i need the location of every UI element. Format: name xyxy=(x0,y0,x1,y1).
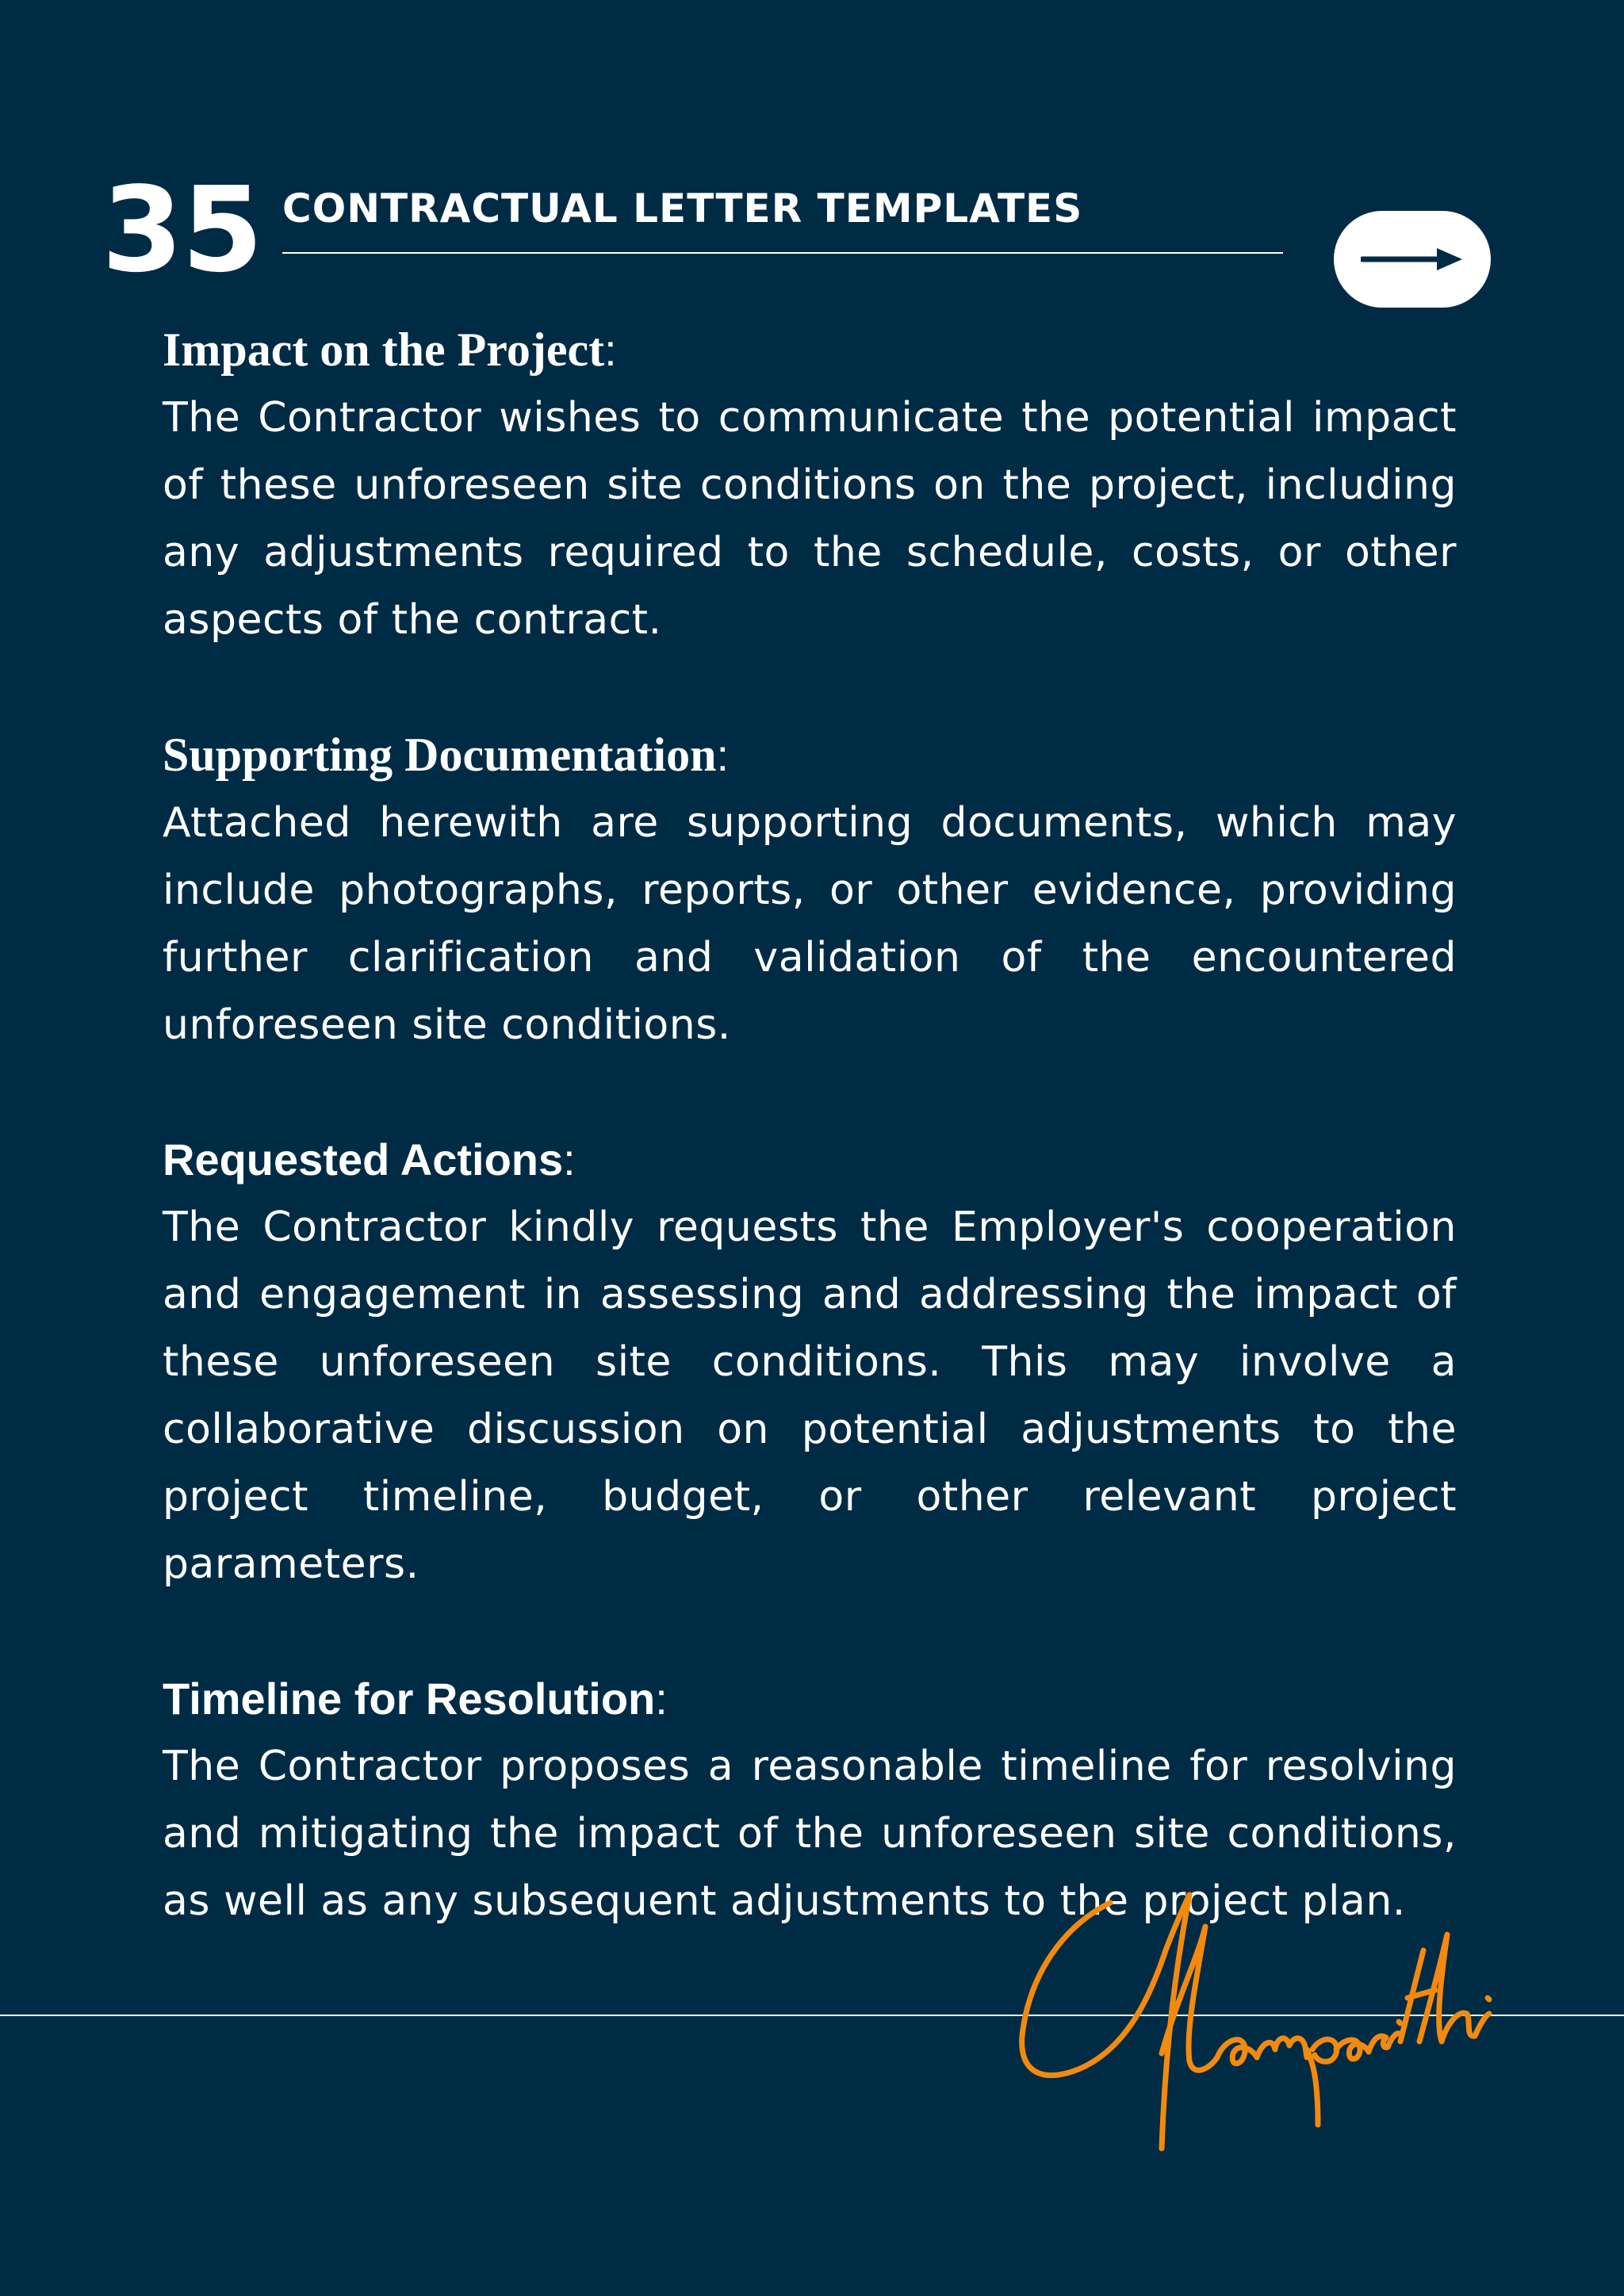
section-heading-colon: : xyxy=(563,1135,576,1184)
section-heading-text: Supporting Documentation xyxy=(163,729,717,781)
section-heading-text: Impact on the Project xyxy=(163,323,605,376)
section-heading xyxy=(163,721,1457,790)
arrow-right-icon xyxy=(1361,243,1464,275)
section-body: The Contractor proposes a reasonable timeline for resolving and mitigating the impact of the unforeseen site conditions, as well as any subsequent adjustments to the project plan. xyxy=(163,1743,1457,1925)
section-heading-text: Requested Actions xyxy=(163,1135,564,1184)
section-body: The Contractor wishes to communicate the potential impact of these unforeseen site conditions on the project, including any adjustments required to the schedule, costs, or other aspects of the contract. xyxy=(163,394,1457,644)
section-body: Attached herewith are supporting documents, which may include photographs, reports, or other evidence, providing further clarification and validation of the encountered unforeseen site conditions. xyxy=(163,799,1457,1049)
section-heading-colon: : xyxy=(716,730,729,780)
section-heading xyxy=(163,1665,1457,1733)
page-number: 35 xyxy=(102,162,262,298)
section-heading-colon: : xyxy=(604,325,617,375)
signature-icon xyxy=(1007,1879,1515,2164)
page-title: CONTRACTUAL LETTER TEMPLATES xyxy=(282,186,1083,232)
next-page-button[interactable] xyxy=(1334,211,1491,308)
section-requested-actions xyxy=(163,1126,1457,1598)
header-divider xyxy=(282,252,1283,254)
letter-content xyxy=(163,316,1457,2002)
section-heading-text: Timeline for Resolution xyxy=(163,1674,656,1724)
section-heading-colon: : xyxy=(655,1674,668,1724)
section-heading xyxy=(163,316,1457,385)
section-body: The Contractor kindly requests the Employer's cooperation and engagement in assessing and addressing the impact of these unforeseen site conditions. This may involve a collaborative discussion on potential adjustments to the project timeline, budget, or other relevant project parameters. xyxy=(163,1203,1457,1588)
section-impact xyxy=(163,316,1457,654)
section-supporting-documentation xyxy=(163,721,1457,1059)
section-heading xyxy=(163,1126,1457,1194)
